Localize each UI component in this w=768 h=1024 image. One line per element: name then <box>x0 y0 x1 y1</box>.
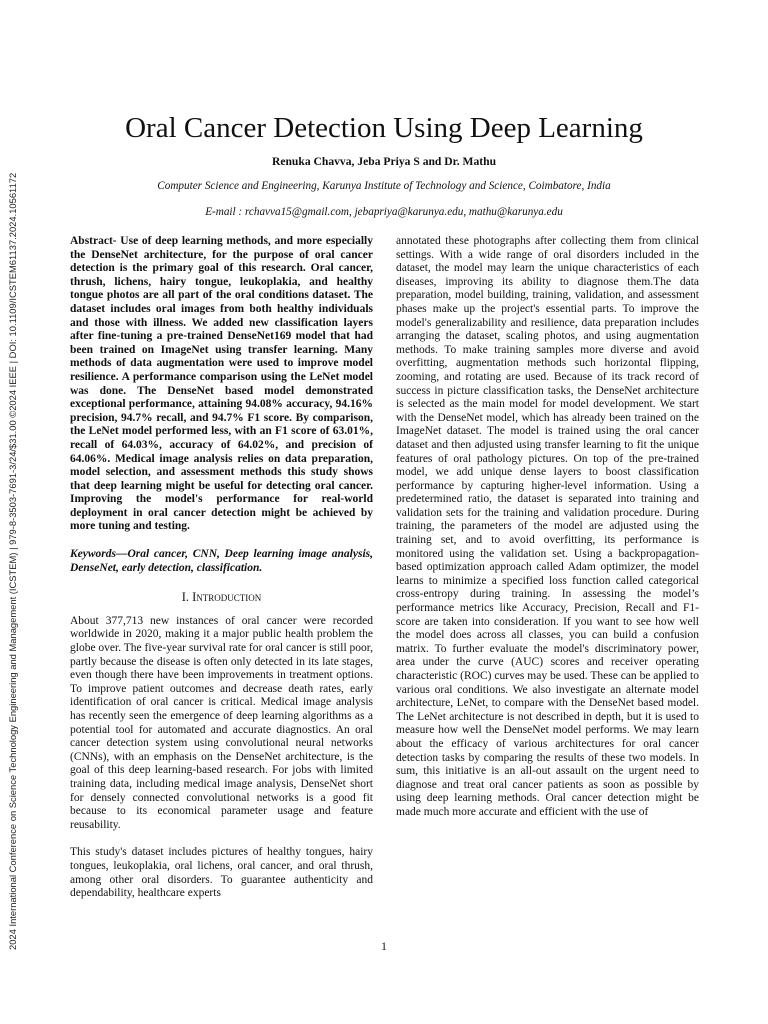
contact-emails: E-mail : rchavva15@gmail.com, jebapriya@karunya.edu, mathu@karunya.edu <box>205 206 563 218</box>
left-column <box>70 235 373 901</box>
section-heading-introduction: I. Introduction <box>181 590 262 605</box>
author-list: Renuka Chavva, Jeba Priya S and Dr. Mathu <box>271 155 497 168</box>
keywords: Keywords—Oral cancer, CNN, Deep learning image analysis, DenseNet, early detection, classification. <box>70 548 373 574</box>
doi-side-note: 2024 International Conference on Science Technology Engineering and Management (ICSTEM) | 979-8-3503-7691-3/24/$31.00 ©2024 IEEE | DOI: 10.1109/ICSTEM61137.2024.10561172 <box>7 172 18 950</box>
intro-paragraph: This study's dataset includes pictures of healthy tongues, hairy tongues, leukoplakia, oral lichens, oral cancer, and oral thrush, among other oral disorders. To guarantee authenticity and dependability, healthcare experts <box>70 846 373 900</box>
paper-title: Oral Cancer Detection Using Deep Learning <box>125 112 643 144</box>
intro-paragraph-continued: annotated these photographs after collecting them from clinical settings. With a wide range of oral disorders included in the dataset, the model may learn the unique characteristics of each diseases, improving its ability to diagnose them.The data preparation, model building, training, validation, and assessment phases make up the project's essential parts. To improve the model's generalizability and resilience, data preparation includes arranging the dataset, scaling photos, and using augmentation methods. To make training samples more diverse and avoid overfitting, augmentation methods such horizontal flipping, zooming, and rotating are used. Because of its track record of success in picture classification tasks, the DenseNet architecture is selected as the main model for model development. We start with the DenseNet model, which has already been trained on the ImageNet dataset. The model is trained using the oral cancer dataset and then adjusted using transfer learning to fit the unique features of oral pathology pictures. On top of the pre-trained model, we add unique dense layers to boost classification performance by capturing higher-level information. Using a predetermined ratio, the dataset is separated into training and validation sets for the training and validation procedure. During training, the parameters of the model are adjusted using the training set, and to avoid overfitting, its performance is monitored using the validation set. Using a backpropagation-based optimization approach called Adam optimizer, the model learns to minimize a specified loss function called categorical cross-entropy during training. In assessing the model’s performance metrics like Accuracy, Precision, Recall and F1-score are taken into consideration. If you want to see how well the model does across all classes, you can build a confusion matrix. To further evaluate the model's discriminatory power, area under the curve (AUC) scores and receiver operating characteristic (ROC) curves may be used. These can be applied to various oral conditions. We also investigate an alternate model architecture, LeNet, to compare with the DenseNet based model. The LeNet architecture is not described in depth, but it is used to measure how well the DenseNet model performs. We may learn about the efficacy of various architectures for oral cancer detection tasks by comparing the results of these two models. In sum, this initiative is an all-out assault on the urgent need to diagnose and treat oral cancer patients as soon as possible by using deep learning methods. Oral cancer detection might be made much more accurate and efficient with the use of <box>396 235 699 818</box>
affiliation: Computer Science and Engineering, Karunya Institute of Technology and Science, Coimbatore, India <box>157 180 611 192</box>
page-number: 1 <box>381 941 387 953</box>
abstract: Abstract- Use of deep learning methods, and more especially the DenseNet architecture, for the purpose of oral cancer detection is the primary goal of this research. Oral cancer, thrush, lichens, hairy tongue, leukoplakia, and healthy tongue photos are all part of the oral conditions dataset. The dataset includes oral images from both healthy individuals and those with illness. We added new classification layers after fine-tuning a pre-trained DenseNet169 model that had been trained on ImageNet using transfer learning. Many methods of data augmentation were used to improve model resilience. A performance comparison using the LeNet model was done. The DenseNet based model demonstrated exceptional performance, attaining 94.08% accuracy, 94.16% precision, 94.7% recall, and 94.7% F1 score. By comparison, the LeNet model performed less, with an F1 score of 63.01%, recall of 64.03%, accuracy of 64.02%, and precision of 64.06%. Medical image analysis relies on data preparation, model selection, and assessment methods this study shows that deep learning might be useful for detecting oral cancer. Improving the model's performance for real-world deployment in oral cancer detection might be achieved by more tuning and testing. <box>70 235 373 533</box>
intro-paragraph: About 377,713 new instances of oral cancer were recorded worldwide in 2020, making it a major public health problem the globe over. The five-year survival rate for oral cancer is still poor, partly because the disease is often only detected in its late stages, even though there have been improvements in treatment options. To improve patient outcomes and decrease death rates, early identification of oral cancer is critical. Medical image analysis has recently seen the emergence of deep learning algorithms as a potential tool for automated and accurate diagnostics. An oral cancer detection system using convolutional neural networks (CNNs), with an emphasis on the DenseNet architecture, is the goal of this deep learning-based research. For jobs with limited training data, including medical image analysis, DenseNet short for densely connected convolutional networks is a good fit because to its economical parameter usage and feature reusability. <box>70 614 374 831</box>
right-column <box>396 235 699 820</box>
